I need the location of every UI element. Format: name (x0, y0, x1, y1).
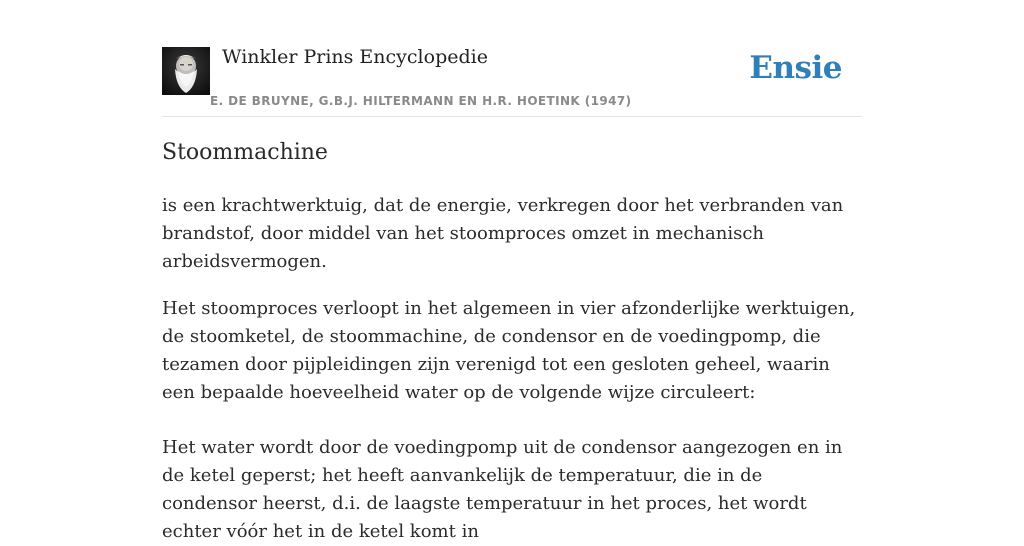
publication-authors: E. DE BRUYNE, G.B.J. HILTERMANN EN H.R. HOETINK (1947) (210, 94, 632, 108)
bearded-portrait-icon (162, 47, 210, 95)
author-avatar[interactable] (162, 47, 210, 95)
publication-title[interactable]: Winkler Prins Encyclopedie (222, 46, 488, 68)
page-container (162, 0, 862, 542)
article-title: Stoommachine (162, 140, 328, 165)
publication-header (162, 0, 862, 117)
article-paragraph: is een krachtwerktuig, dat de energie, verkregen door het verbranden van brandstof, door middel van het stoomproces omzet in mechanisch arbeidsvermogen. (162, 195, 844, 272)
brand-logo[interactable]: Ensie (749, 50, 842, 86)
article-paragraph: Het water wordt door de voedingpomp uit de condensor aangezogen en in de ketel geperst; het heeft aanvankelijk de temperatuur, die in de condensor heerst, d.i. de laagste temperatuur in het proces, het wordt echter vóór het in de ketel komt in (162, 437, 843, 542)
article-paragraph: Het stoomproces verloopt in het algemeen in vier afzonderlijke werktuigen, de stoomketel, de stoommachine, de condensor en de voedingpomp, die tezamen door pijpleidingen zijn verenigd tot een gesloten geheel, waarin een bepaalde hoeveelheid water op de volgende wijze circuleert: (162, 298, 856, 403)
